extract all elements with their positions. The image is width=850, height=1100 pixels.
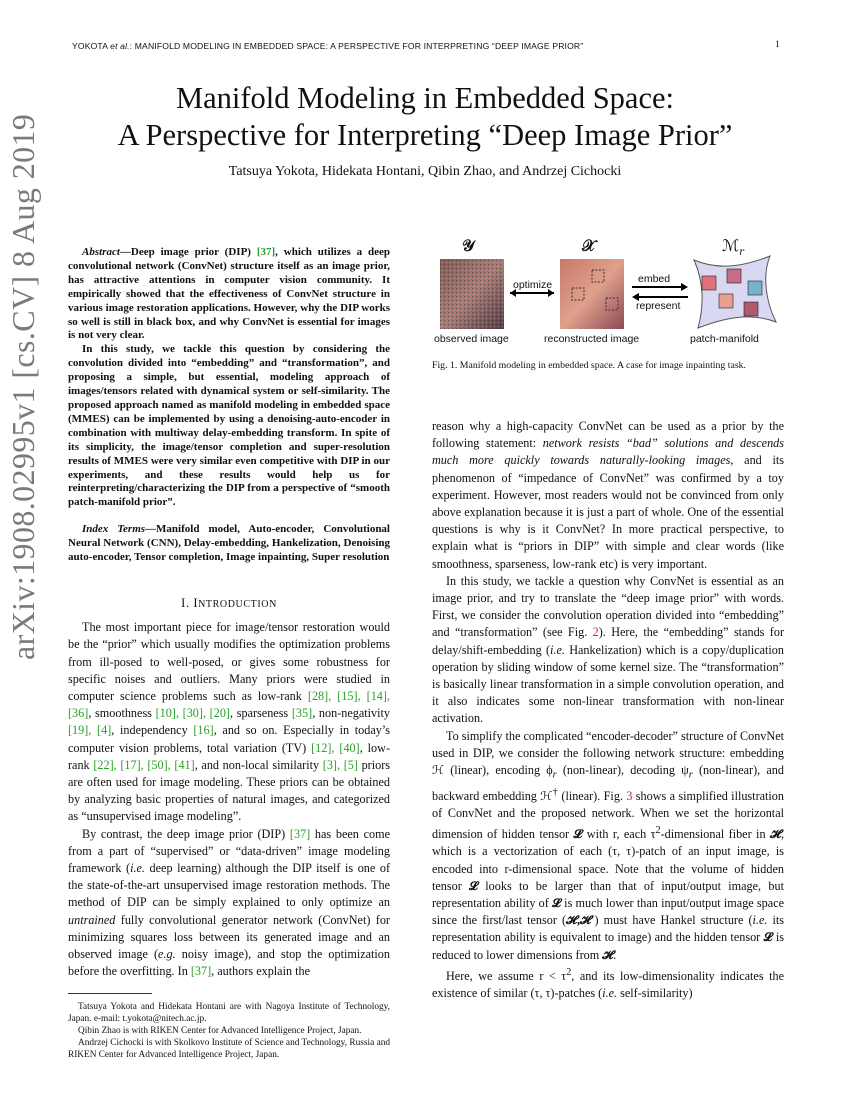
title-line-2: A Perspective for Interpreting “Deep Image Prior” <box>117 118 733 152</box>
footnotes <box>68 1001 390 1061</box>
optimize-label: optimize <box>513 279 553 291</box>
figure-1-caption: Fig. 1. Manifold modeling in embedded space. A case for image inpainting task. <box>432 360 746 371</box>
footnote-rule <box>68 993 152 994</box>
arxiv-stamp[interactable]: arXiv:1908.02995v1 [cs.CV] 8 Aug 2019 <box>5 113 41 660</box>
paper-title <box>60 80 790 154</box>
manifold-caption: patch-manifold <box>690 333 759 345</box>
label-M: ℳ$_r$ <box>722 236 744 259</box>
footnote-2: Qibin Zhao is with RIKEN Center for Advanced Intelligence Project, Japan. <box>78 1026 362 1036</box>
represent-label: represent <box>636 300 681 312</box>
citation-link[interactable]: [16] <box>193 723 214 738</box>
label-X: 𝒳 <box>582 236 596 255</box>
authors: Tatsuya Yokota, Hidekata Hontani, Qibin Zhao, and Andrzej Cichocki <box>228 164 622 179</box>
right-paragraph-4: Here, we assume $r < \tau^2$, and its low-dimensionality indicates the existence of similar (τ, τ)-patches (i.e. self-similarity) <box>432 966 784 1001</box>
figure-link[interactable]: 2 <box>592 625 599 640</box>
right-paragraph-2: In this study, we tackle a question why ConvNet is essential as an image prior, and try to translate the “deep image prior” with words. First, we consider the convolution operation divided into “embedding” and “transformation” (see Fig. 2). Here, the “embedding” stands for delay/shift-embedding (i.e. Hankelization) which is a copy/duplication operation by sliding window of some kernel size. The “transformation” is basically linear transformation in a simple convolution operation, and it also indicates some non-linear transformation with non-linear activation. <box>432 573 785 726</box>
figure-1 <box>432 236 784 352</box>
footnote-1: Tatsuya Yokota and Hidekata Hontani are with Nagoya Institute of Technology, Japan. e-mail: t.yokota@nitech.ac.jp. <box>68 1002 390 1024</box>
right-column <box>432 418 784 1002</box>
footnote-3: Andrzej Cichocki is with Skolkovo Institute of Science and Technology, Russia and RIKEN Center for Advanced Intelligence Project, Japan. <box>68 1038 390 1060</box>
running-head-et-al: et al. <box>110 41 130 51</box>
title-line-1: Manifold Modeling in Embedded Space: <box>175 81 675 115</box>
index-terms-label: Index Terms <box>82 523 146 536</box>
citation-link[interactable]: [12], [40] <box>311 740 360 755</box>
left-column <box>68 595 390 980</box>
abstract <box>68 246 390 565</box>
abstract-label: Abstract <box>82 246 120 258</box>
citation-link[interactable]: [35] <box>291 706 313 721</box>
abstract-text: —Deep image prior (DIP) <box>119 246 257 258</box>
patch-manifold <box>694 256 776 328</box>
page-number: 1 <box>775 40 780 50</box>
citation-link[interactable]: [3], [5] <box>322 757 358 772</box>
label-Y: 𝒴 <box>462 236 475 255</box>
intro-paragraph-1: The most important piece for image/tensor restoration would be the “prior” which usually modifies the optimization problems from ill-posed to well-posed, or gives some robustness for specific noises and outliers. Many priors were studied in computer science problems such as low-rank [28], [15], [14], [36], smoothness [10], [30], [20], sparseness [35], non-negativity [19], [4], independency [16], and so on. Especially in today’s computer vision problems, total variation (TV) [12], [40], low-rank [22], [17], [50], [41], and non-local similarity [3], [5] priors are often used for image modeling. These priors can be obtained by analyzing basic properties of natural images, and categorized as “unsupervised image modeling”. <box>68 620 391 824</box>
intro-paragraph-2: By contrast, the deep image prior (DIP) [37] has been come from a part of “supervised” or “data-driven” image modeling framework (i.e. deep learning) although the DIP itself is one of the state-of-the-art unsupervised image restoration methods. The method of DIP can be simply explained to only optimize an untrained fully convolutional generator network (ConvNet) for minimizing squares loss between its generated image and an observed image (e.g. noisy image), and stop the optimization before the overfitting. In [37], authors explain the <box>68 826 391 979</box>
right-paragraph-1: reason why a high-capacity ConvNet can be used as a prior by the following statement: network resists “bad” solutions and descends much more quickly towards naturally-looking images, and its phenomenon of “impedance of ConvNet” was confirmed by a toy experiment. However, most readers would not be convinced from only above explanation because it is just a part of whole. One of the essential questions is why is it ConvNet? In more practical perspective, to explain what is “priors in DIP” with simple and clear words (like smoothness, sparseness, low-rank etc) is very important. <box>432 419 784 571</box>
citation-link[interactable]: [28], [15], [14], [36] <box>68 689 390 721</box>
running-head <box>72 41 772 51</box>
citation-link[interactable]: [19], [4] <box>68 723 112 738</box>
right-paragraph-3: To simplify the complicated “encoder-decoder” structure of ConvNet used in DIP, we consider the following network structure: embedding ℋ (linear), encoding $\phi_r$ (non-linear), decoding $\psi_r$ (non-linear), and backward embedding ℋ† (linear). Fig. 3 shows a simplified illustration of ConvNet and the proposed network. When we set the horizontal dimension of hidden tensor 𝓛 with r, each $\tau^2$-dimensional fiber in 𝓗, which is a vectorization of each (τ, τ)-patch of an input image, is encoded into r-dimensional space. Note that the volume of hidden tensor 𝓛 looks to be larger than that of input/output image, but representation ability of 𝓛 is much lower than input/output image space since the first/last tensor (𝓗,𝓗′) must have Hankel structure (i.e. its representation ability is equivalent to image) and the hidden tensor 𝓛 is reduced to lower dimensions from 𝓗. <box>432 728 785 962</box>
abstract-paragraph-2: In this study, we tackle this question by considering the convolution divided into “embedding” and “transformation”, and proposing a simple, but essential, modeling approach of images/tensors related with dynamical system or self-similarity. The proposed approach named as manifold modeling in embedded space (MMES) can be implemented by using a denoising-auto-encoder in combination with multiway delay-embedding transform. In spite of its simplicity, the image/tensor completion and super-resolution results of MMES were very similar even competitive with DIP in our experiments, and these results would help us for reinterpreting/characterizing the DIP from a perspective of “smooth patch-manifold prior”. <box>68 343 390 509</box>
index-terms: —Manifold model, Auto-encoder, Convolutional Neural Network (CNN), Delay-embedding, Hankelization, Denoising auto-encoder, Tensor completion, Image inpainting, Super resolution <box>68 523 390 564</box>
citation-link[interactable]: [37] <box>256 246 276 258</box>
running-head-prefix: YOKOTA <box>72 41 111 51</box>
embed-label: embed <box>638 273 671 285</box>
running-head-text: : MANIFOLD MODELING IN EMBEDDED SPACE: A PERSPECTIVE FOR INTERPRETING “DEEP IMAGE PRIOR” <box>129 41 584 51</box>
figure-link[interactable]: 3 <box>626 788 633 803</box>
reconstructed-caption: reconstructed image <box>544 333 640 345</box>
observed-caption: observed image <box>434 333 509 345</box>
abstract-text: , which utilizes a deep convolutional network (ConvNet) structure itself as an image prior, has attractive attentions in computer vision community. It empirically showed that the effectiveness of ConvNet structure in various image restoration applications. However, why the DIP works so well is still in black box, and why ConvNet is essential for images is not very clear. <box>68 246 390 342</box>
citation-link[interactable]: [10], [30], [20] <box>155 706 230 721</box>
citation-link[interactable]: [37] <box>190 964 212 979</box>
section-heading: I. INTRODUCTION <box>181 596 277 610</box>
citation-link[interactable]: [37] <box>289 826 311 841</box>
citation-link[interactable]: [22], [17], [50], [41] <box>93 757 195 772</box>
